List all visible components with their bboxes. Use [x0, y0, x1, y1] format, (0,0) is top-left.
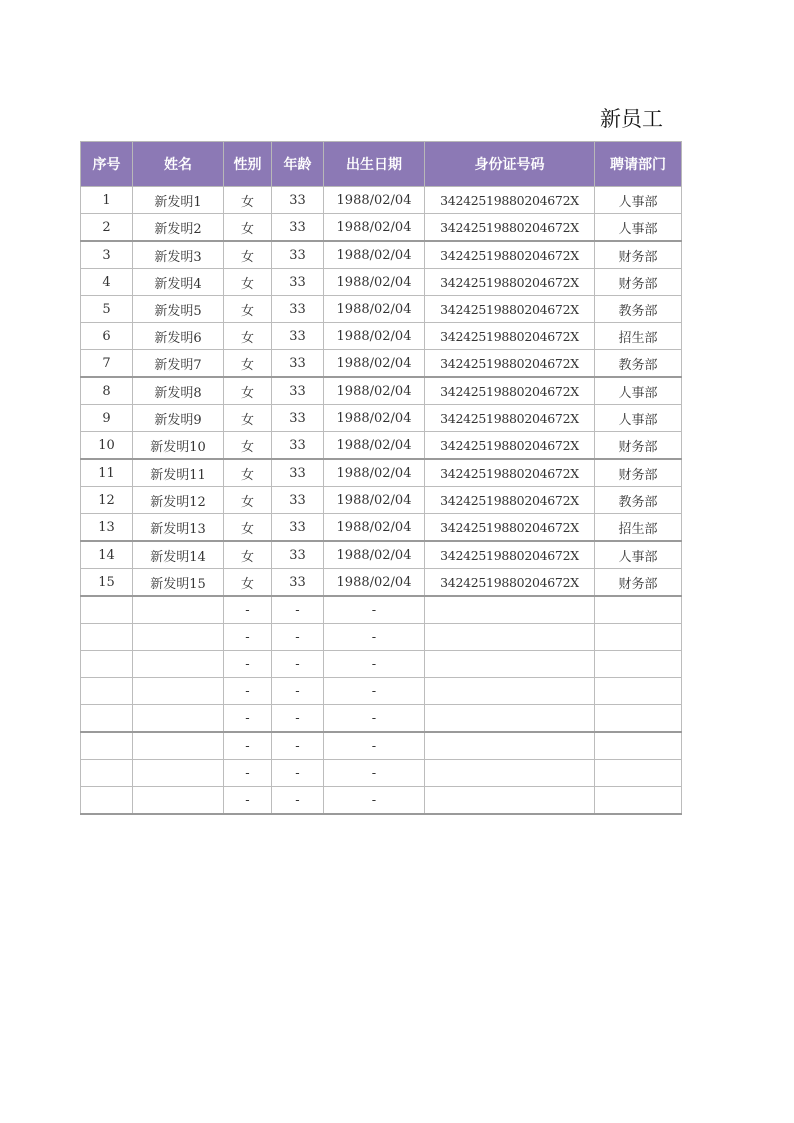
- cell-age[interactable]: 33: [272, 514, 324, 542]
- table-row: [81, 651, 682, 678]
- cell-dept[interactable]: 教务部: [595, 487, 682, 514]
- table-row: [81, 569, 682, 597]
- cell-dept[interactable]: 人事部: [595, 214, 682, 242]
- cell-dept[interactable]: 招生部: [595, 514, 682, 542]
- cell-no[interactable]: 11: [81, 459, 133, 487]
- cell-birth[interactable]: -: [324, 760, 425, 787]
- cell-id[interactable]: [425, 624, 595, 651]
- cell-name[interactable]: 新发明2: [133, 214, 224, 242]
- cell-gender[interactable]: -: [224, 624, 272, 651]
- cell-no[interactable]: 14: [81, 541, 133, 569]
- cell-no[interactable]: 6: [81, 323, 133, 350]
- cell-id[interactable]: 34242519880204672X: [425, 432, 595, 460]
- cell-age[interactable]: -: [272, 760, 324, 787]
- header-cell-dept[interactable]: 聘请部门: [595, 142, 682, 187]
- table-row: [81, 323, 682, 350]
- cell-gender[interactable]: 女: [224, 405, 272, 432]
- cell-name[interactable]: [133, 624, 224, 651]
- cell-age[interactable]: -: [272, 787, 324, 815]
- cell-id[interactable]: 34242519880204672X: [425, 541, 595, 569]
- cell-dept[interactable]: [595, 678, 682, 705]
- cell-age[interactable]: -: [272, 732, 324, 760]
- cell-birth[interactable]: 1988/02/04: [324, 323, 425, 350]
- table-row: [81, 269, 682, 296]
- header-cell-name[interactable]: 姓名: [133, 142, 224, 187]
- cell-gender[interactable]: 女: [224, 432, 272, 460]
- cell-gender[interactable]: -: [224, 787, 272, 815]
- cell-age[interactable]: -: [272, 678, 324, 705]
- cell-name[interactable]: 新发明12: [133, 487, 224, 514]
- table-row: [81, 487, 682, 514]
- cell-birth[interactable]: 1988/02/04: [324, 296, 425, 323]
- cell-dept[interactable]: [595, 624, 682, 651]
- cell-age[interactable]: 33: [272, 296, 324, 323]
- cell-id[interactable]: 34242519880204672X: [425, 569, 595, 597]
- cell-age[interactable]: 33: [272, 323, 324, 350]
- cell-name[interactable]: 新发明11: [133, 459, 224, 487]
- cell-no[interactable]: [81, 705, 133, 733]
- cell-dept[interactable]: 教务部: [595, 296, 682, 323]
- cell-dept[interactable]: [595, 651, 682, 678]
- cell-birth[interactable]: -: [324, 596, 425, 624]
- cell-age[interactable]: -: [272, 705, 324, 733]
- cell-birth[interactable]: -: [324, 624, 425, 651]
- cell-birth[interactable]: -: [324, 678, 425, 705]
- cell-dept[interactable]: 人事部: [595, 377, 682, 405]
- cell-no[interactable]: [81, 732, 133, 760]
- table-row: [81, 541, 682, 569]
- cell-age[interactable]: 33: [272, 187, 324, 214]
- cell-dept[interactable]: [595, 787, 682, 815]
- cell-birth[interactable]: 1988/02/04: [324, 405, 425, 432]
- cell-birth[interactable]: 1988/02/04: [324, 459, 425, 487]
- header-row: [81, 142, 682, 187]
- cell-dept[interactable]: [595, 732, 682, 760]
- cell-birth[interactable]: 1988/02/04: [324, 187, 425, 214]
- cell-id[interactable]: [425, 596, 595, 624]
- cell-gender[interactable]: 女: [224, 541, 272, 569]
- cell-name[interactable]: 新发明15: [133, 569, 224, 597]
- cell-no[interactable]: 12: [81, 487, 133, 514]
- cell-no[interactable]: 10: [81, 432, 133, 460]
- header-cell-id[interactable]: 身份证号码: [425, 142, 595, 187]
- cell-age[interactable]: -: [272, 596, 324, 624]
- cell-id[interactable]: 34242519880204672X: [425, 296, 595, 323]
- cell-no[interactable]: [81, 596, 133, 624]
- cell-no[interactable]: 7: [81, 350, 133, 378]
- cell-name[interactable]: 新发明10: [133, 432, 224, 460]
- cell-gender[interactable]: 女: [224, 214, 272, 242]
- cell-birth[interactable]: 1988/02/04: [324, 350, 425, 378]
- cell-age[interactable]: 33: [272, 241, 324, 269]
- cell-dept[interactable]: 人事部: [595, 541, 682, 569]
- cell-no[interactable]: [81, 624, 133, 651]
- cell-id[interactable]: 34242519880204672X: [425, 487, 595, 514]
- cell-dept[interactable]: 财务部: [595, 432, 682, 460]
- cell-gender[interactable]: -: [224, 651, 272, 678]
- cell-gender[interactable]: 女: [224, 241, 272, 269]
- cell-dept[interactable]: [595, 760, 682, 787]
- cell-name[interactable]: [133, 787, 224, 815]
- table-row: [81, 514, 682, 542]
- cell-gender[interactable]: -: [224, 678, 272, 705]
- table-row: [81, 296, 682, 323]
- cell-dept[interactable]: 财务部: [595, 459, 682, 487]
- cell-birth[interactable]: 1988/02/04: [324, 569, 425, 597]
- cell-dept[interactable]: 财务部: [595, 241, 682, 269]
- cell-age[interactable]: -: [272, 624, 324, 651]
- table-row: [81, 732, 682, 760]
- table-row: [81, 678, 682, 705]
- cell-gender[interactable]: -: [224, 732, 272, 760]
- cell-dept[interactable]: 财务部: [595, 569, 682, 597]
- table-row: [81, 405, 682, 432]
- cell-name[interactable]: 新发明6: [133, 323, 224, 350]
- cell-birth[interactable]: 1988/02/04: [324, 541, 425, 569]
- cell-age[interactable]: 33: [272, 487, 324, 514]
- cell-no[interactable]: 5: [81, 296, 133, 323]
- cell-birth[interactable]: 1988/02/04: [324, 241, 425, 269]
- cell-no[interactable]: [81, 651, 133, 678]
- cell-dept[interactable]: 财务部: [595, 269, 682, 296]
- cell-id[interactable]: [425, 651, 595, 678]
- cell-gender[interactable]: 女: [224, 296, 272, 323]
- cell-name[interactable]: 新发明5: [133, 296, 224, 323]
- table-row: [81, 432, 682, 460]
- cell-name[interactable]: 新发明1: [133, 187, 224, 214]
- cell-age[interactable]: 33: [272, 377, 324, 405]
- table-row: [81, 596, 682, 624]
- cell-name[interactable]: 新发明4: [133, 269, 224, 296]
- cell-name[interactable]: [133, 651, 224, 678]
- cell-name[interactable]: [133, 732, 224, 760]
- cell-no[interactable]: 13: [81, 514, 133, 542]
- cell-birth[interactable]: 1988/02/04: [324, 487, 425, 514]
- header-cell-no[interactable]: 序号: [81, 142, 133, 187]
- table-row: [81, 187, 682, 214]
- cell-no[interactable]: [81, 760, 133, 787]
- cell-id[interactable]: [425, 732, 595, 760]
- cell-gender[interactable]: 女: [224, 377, 272, 405]
- cell-id[interactable]: [425, 787, 595, 815]
- cell-birth[interactable]: -: [324, 787, 425, 815]
- cell-id[interactable]: 34242519880204672X: [425, 323, 595, 350]
- cell-name[interactable]: 新发明8: [133, 377, 224, 405]
- cell-no[interactable]: 2: [81, 214, 133, 242]
- cell-age[interactable]: -: [272, 651, 324, 678]
- cell-id[interactable]: 34242519880204672X: [425, 187, 595, 214]
- cell-birth[interactable]: -: [324, 705, 425, 733]
- table-row: [81, 377, 682, 405]
- cell-id[interactable]: 34242519880204672X: [425, 241, 595, 269]
- cell-age[interactable]: 33: [272, 541, 324, 569]
- table-row: [81, 760, 682, 787]
- cell-gender[interactable]: 女: [224, 187, 272, 214]
- cell-dept[interactable]: 招生部: [595, 323, 682, 350]
- cell-id[interactable]: 34242519880204672X: [425, 459, 595, 487]
- cell-gender[interactable]: 女: [224, 269, 272, 296]
- header-cell-age[interactable]: 年龄: [272, 142, 324, 187]
- cell-name[interactable]: 新发明13: [133, 514, 224, 542]
- cell-name[interactable]: [133, 596, 224, 624]
- cell-age[interactable]: 33: [272, 350, 324, 378]
- cell-no[interactable]: [81, 678, 133, 705]
- cell-age[interactable]: 33: [272, 459, 324, 487]
- cell-gender[interactable]: -: [224, 760, 272, 787]
- cell-age[interactable]: 33: [272, 432, 324, 460]
- table-row: [81, 459, 682, 487]
- cell-dept[interactable]: 教务部: [595, 350, 682, 378]
- table-row: [81, 787, 682, 815]
- table-row: [81, 624, 682, 651]
- cell-age[interactable]: 33: [272, 405, 324, 432]
- cell-id[interactable]: 34242519880204672X: [425, 269, 595, 296]
- cell-id[interactable]: 34242519880204672X: [425, 514, 595, 542]
- cell-name[interactable]: [133, 678, 224, 705]
- cell-gender[interactable]: 女: [224, 514, 272, 542]
- cell-id[interactable]: [425, 678, 595, 705]
- cell-birth[interactable]: 1988/02/04: [324, 269, 425, 296]
- cell-no[interactable]: 3: [81, 241, 133, 269]
- cell-id[interactable]: [425, 760, 595, 787]
- cell-gender[interactable]: 女: [224, 459, 272, 487]
- cell-gender[interactable]: 女: [224, 569, 272, 597]
- cell-no[interactable]: 9: [81, 405, 133, 432]
- cell-name[interactable]: [133, 705, 224, 733]
- cell-birth[interactable]: 1988/02/04: [324, 432, 425, 460]
- cell-birth[interactable]: 1988/02/04: [324, 377, 425, 405]
- cell-no[interactable]: [81, 787, 133, 815]
- cell-id[interactable]: [425, 705, 595, 733]
- cell-dept[interactable]: [595, 705, 682, 733]
- cell-name[interactable]: 新发明14: [133, 541, 224, 569]
- cell-age[interactable]: 33: [272, 269, 324, 296]
- header-cell-birth[interactable]: 出生日期: [324, 142, 425, 187]
- cell-gender[interactable]: 女: [224, 323, 272, 350]
- cell-gender[interactable]: -: [224, 705, 272, 733]
- cell-dept[interactable]: [595, 596, 682, 624]
- cell-dept[interactable]: 人事部: [595, 405, 682, 432]
- table-row: [81, 214, 682, 242]
- cell-no[interactable]: 8: [81, 377, 133, 405]
- cell-id[interactable]: 34242519880204672X: [425, 405, 595, 432]
- cell-name[interactable]: 新发明9: [133, 405, 224, 432]
- cell-birth[interactable]: -: [324, 651, 425, 678]
- table-row: [81, 350, 682, 378]
- table-body: [81, 187, 682, 815]
- cell-gender[interactable]: -: [224, 596, 272, 624]
- cell-id[interactable]: 34242519880204672X: [425, 377, 595, 405]
- cell-no[interactable]: 1: [81, 187, 133, 214]
- table-row: [81, 705, 682, 733]
- cell-name[interactable]: 新发明3: [133, 241, 224, 269]
- cell-birth[interactable]: -: [324, 732, 425, 760]
- cell-no[interactable]: 15: [81, 569, 133, 597]
- cell-age[interactable]: 33: [272, 569, 324, 597]
- table-row: [81, 241, 682, 269]
- sheet-title: 新员工: [600, 107, 663, 131]
- cell-gender[interactable]: 女: [224, 350, 272, 378]
- cell-birth[interactable]: 1988/02/04: [324, 514, 425, 542]
- cell-dept[interactable]: 人事部: [595, 187, 682, 214]
- cell-no[interactable]: 4: [81, 269, 133, 296]
- cell-birth[interactable]: 1988/02/04: [324, 214, 425, 242]
- cell-gender[interactable]: 女: [224, 487, 272, 514]
- cell-age[interactable]: 33: [272, 214, 324, 242]
- cell-id[interactable]: 34242519880204672X: [425, 214, 595, 242]
- cell-name[interactable]: 新发明7: [133, 350, 224, 378]
- employee-table: [80, 141, 682, 815]
- header-cell-gender[interactable]: 性别: [224, 142, 272, 187]
- cell-name[interactable]: [133, 760, 224, 787]
- cell-id[interactable]: 34242519880204672X: [425, 350, 595, 378]
